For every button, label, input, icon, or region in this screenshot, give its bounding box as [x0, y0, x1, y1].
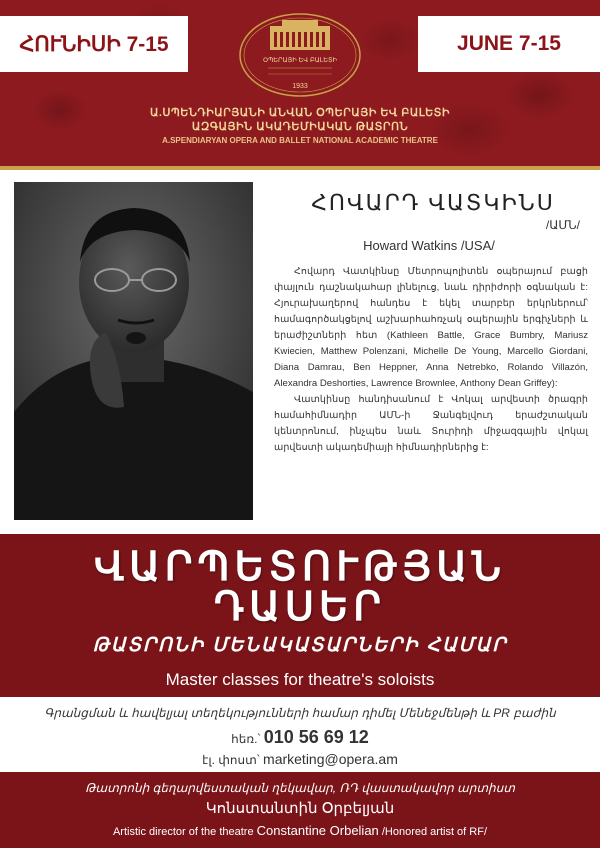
bio-paragraph-1: Հովարդ Վատկինսը Մետրոպոլիտեն օպերայում բացի փայլուն դաշնակահար լինելուց, նաև դիրիժորի օգնական է: Հյուրախաղերով հանդես է եկել տարբեր երկրներում՝ համագործակցելով աշխարհահռչակ օպերային երգիչների և երաժիշտների հետ (Kathleen Battle, Grace Bumbry, Mariusz Kwiecien, Matthew Polenzani, Michelle De Young, Marcello Giordani, Diana Damrau, Ben Heppner, Anna Netrebko, Rolando Villazón, Alexandra Deshorties, Lawrence Brownlee, Anthony Dean Griffey): [274, 266, 588, 389]
date-english: JUNE 7-15 [418, 16, 600, 72]
artist-name-armenian: ՀՈՎԱՐԴ ՎԱՏԿԻՆՍ [311, 190, 555, 215]
event-title-line1: ՎԱՐՊԵՏՈՒԹՅԱՆ [93, 545, 507, 589]
event-title-english: Master classes for theatre's soloists [165, 670, 435, 689]
artist-country-armenian: /ԱՄՆ/ [545, 218, 580, 232]
logo-text: ՕՊԵՐԱՅԻ ԵՎ ԲԱԼԵՏԻ [262, 57, 338, 64]
email-row [0, 751, 600, 767]
director-name-armenian: Կոնստանտին Օրբելյան [205, 800, 395, 817]
contact-info-line: Գրանցման և հավելյալ տեղեկությունների համար դիմել Մենեջմենթի և PR բաժին [44, 706, 556, 720]
theatre-name-english: A.SPENDIARYAN OPERA AND BALLET NATIONAL ACADEMIC THEATRE [162, 136, 438, 145]
theatre-logo [238, 12, 362, 98]
artist-photo [14, 182, 253, 520]
date-armenian: ՀՈՒՆԻՍԻ 7-15 [0, 16, 188, 72]
email-address[interactable]: marketing@opera.am [263, 751, 398, 767]
theatre-name-armenian-line2: ԱԶԳԱՅԻՆ ԱԿԱԴԵՄԻԱԿԱՆ ԹԱՏՐՈՆ [191, 121, 409, 133]
phone-label: հեռ.՝ [231, 732, 261, 746]
phone-row [0, 727, 600, 748]
director-en-suffix: /Honored artist of RF/ [381, 826, 488, 838]
event-title-line2: ԴԱՍԵՐ [213, 585, 387, 629]
header [0, 0, 600, 170]
logo-year: 1933 [292, 83, 308, 90]
event-subtitle: ԹԱՏՐՈՆԻ ՄԵՆԱԿԱՏԱՐՆԵՐԻ ՀԱՄԱՐ [92, 635, 508, 656]
director-en-prefix: Artistic director of the theatre [112, 826, 254, 838]
director-en-name: Constantine Orbelian [256, 823, 379, 838]
bio-paragraph-2: Վատկինսը հանդիսանում է Վոկալ արվեստի ծրագրի համահիմնադիր ԱՄՆ-ի Ջանգելվուդ երաժշտական կենտրոնում, ինչպես նաև Տուրիդի միջազգային վոկալ արվեստի ակադեմիայի հիմնադիրներից է: [274, 394, 588, 453]
theatre-name-armenian-line1: Ա.ՍՊԵՆԴԻԱՐՅԱՆԻ ԱՆՎԱՆ ՕՊԵՐԱՅԻ ԵՎ ԲԱԼԵՏԻ [149, 107, 451, 119]
artist-name-english: Howard Watkins /USA/ [363, 238, 495, 253]
artist-bio [274, 264, 588, 456]
contact-panel [0, 697, 600, 772]
director-title-armenian: Թատրոնի գեղարվեստական ղեկավար, ՌԴ վաստակավոր արտիստ [85, 781, 515, 795]
director-english [0, 823, 600, 838]
phone-number[interactable]: 010 56 69 12 [263, 727, 369, 747]
email-label: էլ. փոստ՝ [202, 753, 260, 767]
artist-panel [0, 170, 600, 534]
